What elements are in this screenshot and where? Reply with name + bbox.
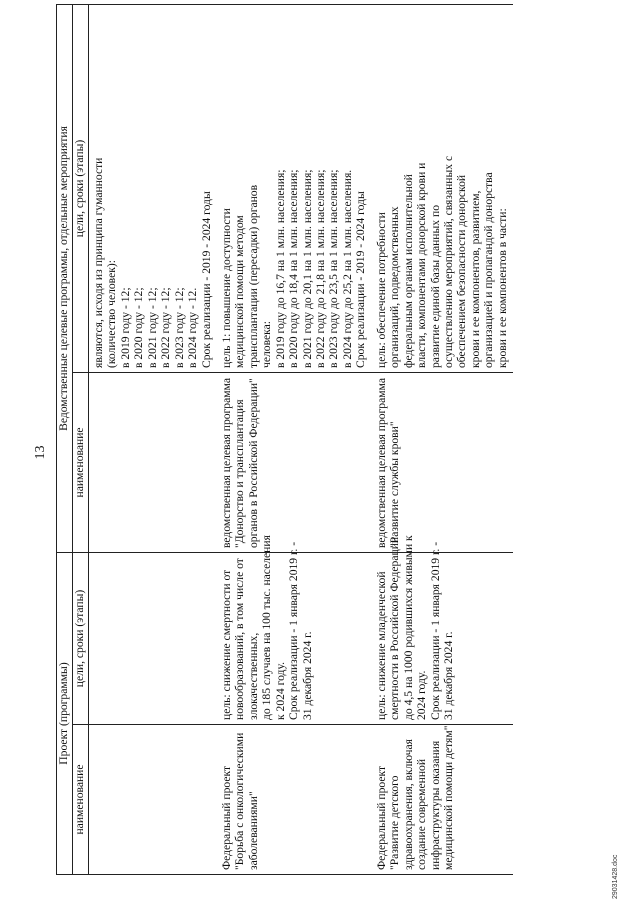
text-line: до 4,5 на 1000 родившихся живыми к: [401, 535, 415, 720]
text-line: в 2022 году - 12;: [159, 287, 173, 368]
text-line: осуществлению мероприятий, связанных с: [441, 155, 455, 368]
header-project-name: наименование: [73, 725, 89, 875]
text-line: человека:: [260, 321, 274, 368]
text-line: в 2020 году до 18,4 на 1 млн. населения;: [287, 169, 301, 368]
header-group-row: [57, 4, 73, 874]
text-line: злокачественных,: [246, 632, 260, 720]
text-line: смертности в Российской Федерации: [388, 536, 402, 720]
text-line: цель 1: повышение доступности: [219, 208, 233, 368]
program-goals-cell: [217, 4, 372, 372]
project-goals-cell: [372, 535, 513, 724]
programs-table: [56, 4, 513, 875]
table-row: [217, 4, 372, 874]
text-line: ведомственная целевая программа: [374, 378, 388, 548]
project-name-cell: [217, 725, 372, 875]
text-line: развитие единой базы данных по: [428, 205, 442, 368]
text-line: медицинской помощи методом: [233, 215, 247, 368]
text-line: "Донорство и трансплантация: [233, 399, 247, 548]
text-line: в 2023 году - 12;: [172, 287, 186, 368]
program-name-cell: [217, 372, 372, 552]
text-line: "Развитие детского: [388, 775, 402, 870]
text-line: федеральным органам исполнительной: [401, 174, 415, 368]
text-line: создание современной: [415, 758, 429, 870]
text-line: в 2024 году до 25,2 на 1 млн. населения.: [340, 169, 354, 368]
project-goals-cell: [217, 535, 372, 724]
text-line: организацией и пропагандой донорства: [482, 172, 496, 368]
text-line: крови и ее компонентов в части:: [495, 208, 509, 368]
text-line: 31 декабря 2024 г.: [441, 631, 455, 720]
header-program-name: наименование: [73, 372, 89, 552]
text-line: к 2024 году.: [273, 662, 287, 720]
text-line: крови и ее компонентов, развитием,: [468, 190, 482, 368]
text-line: являются, исходя из принципа гуманности: [92, 157, 105, 368]
text-line: в 2024 году - 12.: [186, 287, 200, 368]
header-program-goals: цели, сроки (этапы): [73, 4, 89, 372]
program-name-cell: [372, 372, 513, 552]
project-name-cell: [89, 725, 217, 875]
text-line: в 2021 году - 12;: [145, 287, 159, 368]
text-line: власти, компонентами донорской крови и: [415, 162, 429, 368]
text-line: органов в Российской Федерации": [246, 378, 260, 548]
text-line: Срок реализации - 2019 - 2024 годы: [199, 191, 213, 368]
text-line: Срок реализации - 1 января 2019 г. -: [287, 541, 301, 720]
text-line: цель: снижение смертности от: [219, 569, 233, 720]
text-line: до 185 случаев на 100 тыс. населения: [260, 535, 274, 720]
text-line: ведомственная целевая программа: [219, 378, 233, 548]
text-line: организаций, подведомственных: [388, 206, 402, 368]
text-line: 31 декабря 2024 г.: [300, 631, 314, 720]
header-projects: Проект (программы): [57, 552, 73, 874]
text-line: новообразований, в том числе от: [233, 558, 247, 720]
text-line: "Борьба с онкологическими: [233, 732, 247, 870]
text-line: 2024 году.: [415, 670, 429, 720]
project-name-cell: [372, 725, 513, 875]
text-line: Федеральный проект: [374, 765, 388, 870]
text-line: в 2023 году до 23,5 на 1 млн. населения;: [327, 169, 341, 368]
document-footer: 29031428.doc: [612, 854, 619, 899]
project-goals-cell: [89, 552, 217, 724]
table-row: [89, 4, 217, 874]
text-line: в 2019 году - 12;: [118, 287, 132, 368]
table-body: [89, 4, 514, 874]
table-row: [372, 4, 513, 874]
program-name-cell: [89, 372, 217, 552]
header-columns-row: [73, 4, 89, 874]
text-line: в 2022 году до 21,8 на 1 млн. населения;: [314, 169, 327, 368]
text-line: цель: снижение младенческой: [374, 571, 388, 720]
page-number: 13: [33, 445, 48, 460]
text-line: Срок реализации - 2019 - 2024 годы: [354, 191, 368, 368]
text-line: "Развитие службы крови": [388, 421, 402, 548]
text-line: в 2021 году до 20,1 на 1 млн. населения;: [300, 169, 314, 368]
program-goals-cell: [372, 4, 513, 372]
text-line: инфраструктуры оказания: [428, 740, 442, 870]
text-line: заболеваниями": [246, 791, 260, 870]
text-line: трансплантации (пересадки) органов: [246, 184, 260, 368]
header-project-goals: цели, сроки (этапы): [73, 552, 89, 724]
text-line: Срок реализации - 1 января 2019 г. -: [428, 541, 442, 720]
text-line: здравоохранения, включая: [401, 739, 415, 870]
text-line: Федеральный проект: [219, 765, 233, 870]
text-line: в 2020 году - 12;: [132, 287, 146, 368]
text-line: в 2019 году до 16,7 на 1 млн. населения;: [273, 169, 287, 368]
header-programs: Ведомственные целевые программы, отдельные мероприятия: [57, 4, 73, 552]
text-line: цель: обеспечение потребности: [374, 212, 388, 368]
program-goals-cell: [89, 4, 217, 372]
text-line: обеспечением безопасности донорской: [455, 174, 469, 368]
text-line: (количество человек):: [105, 260, 119, 368]
text-line: медицинской помощи детям": [441, 725, 455, 870]
